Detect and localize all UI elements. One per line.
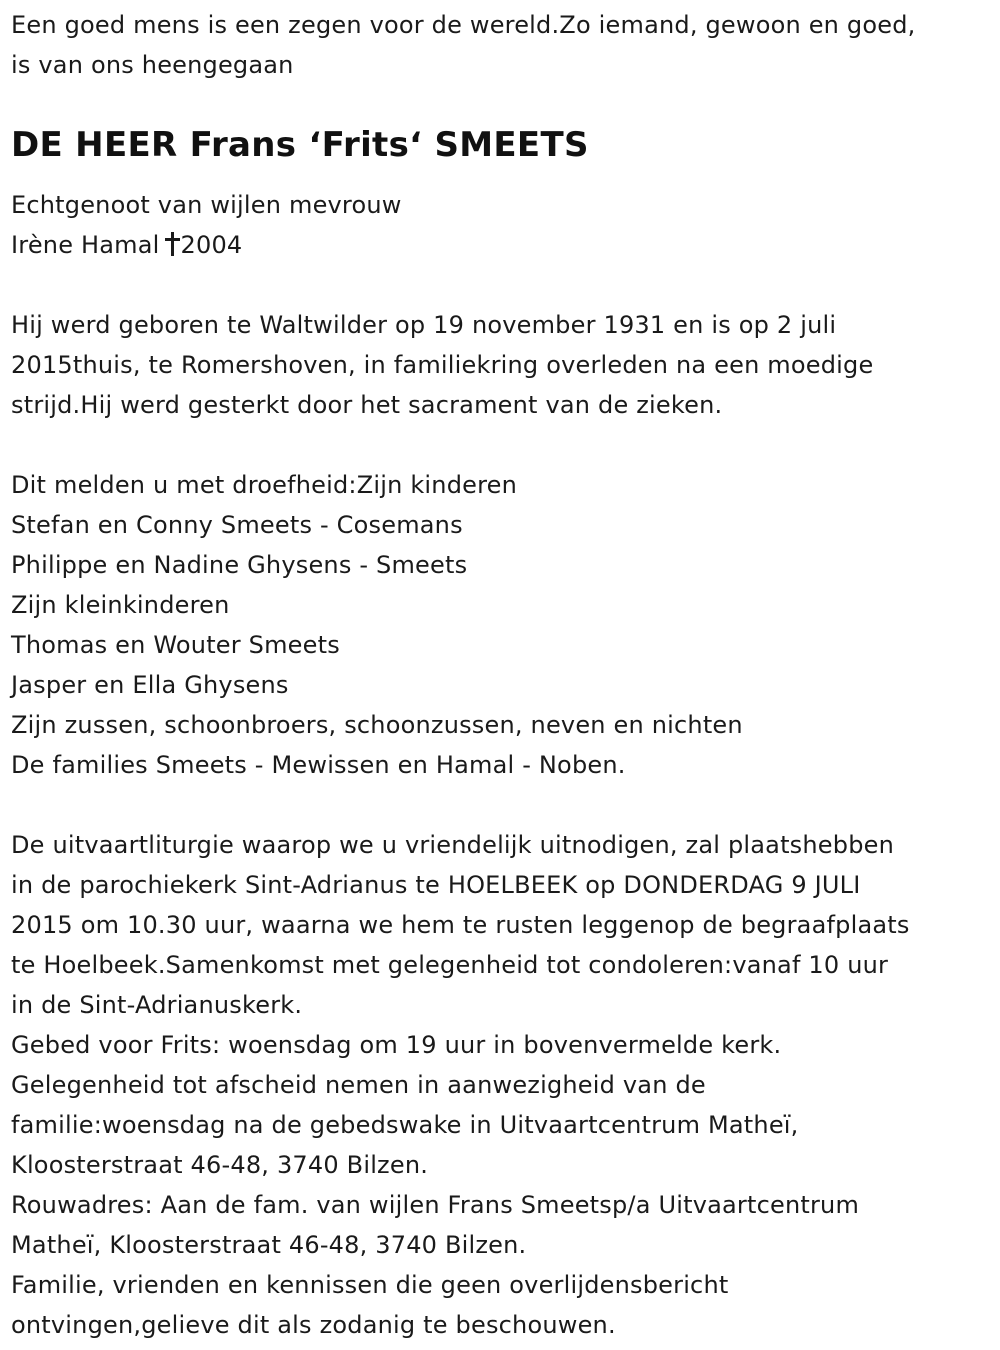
- text-line: Hij werd geboren te Waltwilder op 19 november 1931 en is op 2 juli: [11, 311, 837, 339]
- text-line: Een goed mens is een zegen voor de wereld.Zo iemand, gewoon en goed,: [11, 11, 916, 39]
- family-line: Jasper en Ella Ghysens: [11, 671, 289, 699]
- family-line: Philippe en Nadine Ghysens - Smeets: [11, 551, 468, 579]
- text-line: strijd.Hij werd gesterkt door het sacrament van de zieken.: [11, 391, 723, 419]
- text-line: te Hoelbeek.Samenkomst met gelegenheid tot condoleren:vanaf 10 uur: [11, 951, 889, 979]
- spouse-name: Irène Hamal: [11, 231, 160, 259]
- text-line: ontvingen,gelieve dit als zodanig te beschouwen.: [11, 1311, 616, 1339]
- spouse-name-line: [11, 225, 991, 265]
- ceremony-paragraph: [11, 825, 991, 1345]
- family-line: Zijn kleinkinderen: [11, 591, 230, 619]
- paragraph-gap: [11, 785, 991, 825]
- family-line: Stefan en Conny Smeets - Cosemans: [11, 511, 463, 539]
- paragraph-gap: [11, 265, 991, 305]
- family-line: Thomas en Wouter Smeets: [11, 631, 340, 659]
- text-line: familie:woensdag na de gebedswake in Uitvaartcentrum Matheï,: [11, 1111, 799, 1139]
- text-line: 2015thuis, te Romershoven, in familiekring overleden na een moedige: [11, 351, 874, 379]
- text-line: Matheï, Kloosterstraat 46-48, 3740 Bilzen.: [11, 1231, 527, 1259]
- family-line: De families Smeets - Mewissen en Hamal - Noben.: [11, 751, 626, 779]
- cross-icon: [164, 232, 180, 256]
- text-line: is van ons heengegaan: [11, 51, 294, 79]
- text-line: Kloosterstraat 46-48, 3740 Bilzen.: [11, 1151, 429, 1179]
- text-line: in de Sint-Adrianuskerk.: [11, 991, 303, 1019]
- family-line: Dit melden u met droefheid:Zijn kinderen: [11, 471, 518, 499]
- text-line: Echtgenoot van wijlen mevrouw: [11, 191, 402, 219]
- text-line: Familie, vrienden en kennissen die geen overlijdensbericht: [11, 1271, 729, 1299]
- text-line: Gebed voor Frits: woensdag om 19 uur in bovenvermelde kerk.: [11, 1031, 782, 1059]
- paragraph-gap: [11, 425, 991, 465]
- text-line: De uitvaartliturgie waarop we u vriendelijk uitnodigen, zal plaatshebben: [11, 831, 895, 859]
- intro-quote: [11, 5, 991, 85]
- text-line: Rouwadres: Aan de fam. van wijlen Frans Smeetsp/a Uitvaartcentrum: [11, 1191, 860, 1219]
- deceased-name: DE HEER Frans ‘Frits‘ SMEETS: [11, 125, 589, 165]
- family-list: [11, 465, 991, 785]
- text-line: 2015 om 10.30 uur, waarna we hem te rusten leggenop de begraafplaats: [11, 911, 910, 939]
- family-line: Zijn zussen, schoonbroers, schoonzussen, neven en nichten: [11, 711, 743, 739]
- text-line: Gelegenheid tot afscheid nemen in aanwezigheid van de: [11, 1071, 706, 1099]
- text-line: in de parochiekerk Sint-Adrianus te HOELBEEK op DONDERDAG 9 JULI: [11, 871, 861, 899]
- birth-death-paragraph: [11, 305, 991, 425]
- obituary-text: [11, 5, 991, 1345]
- spouse-death-year: 2004: [180, 231, 243, 259]
- spouse-info: [11, 185, 991, 265]
